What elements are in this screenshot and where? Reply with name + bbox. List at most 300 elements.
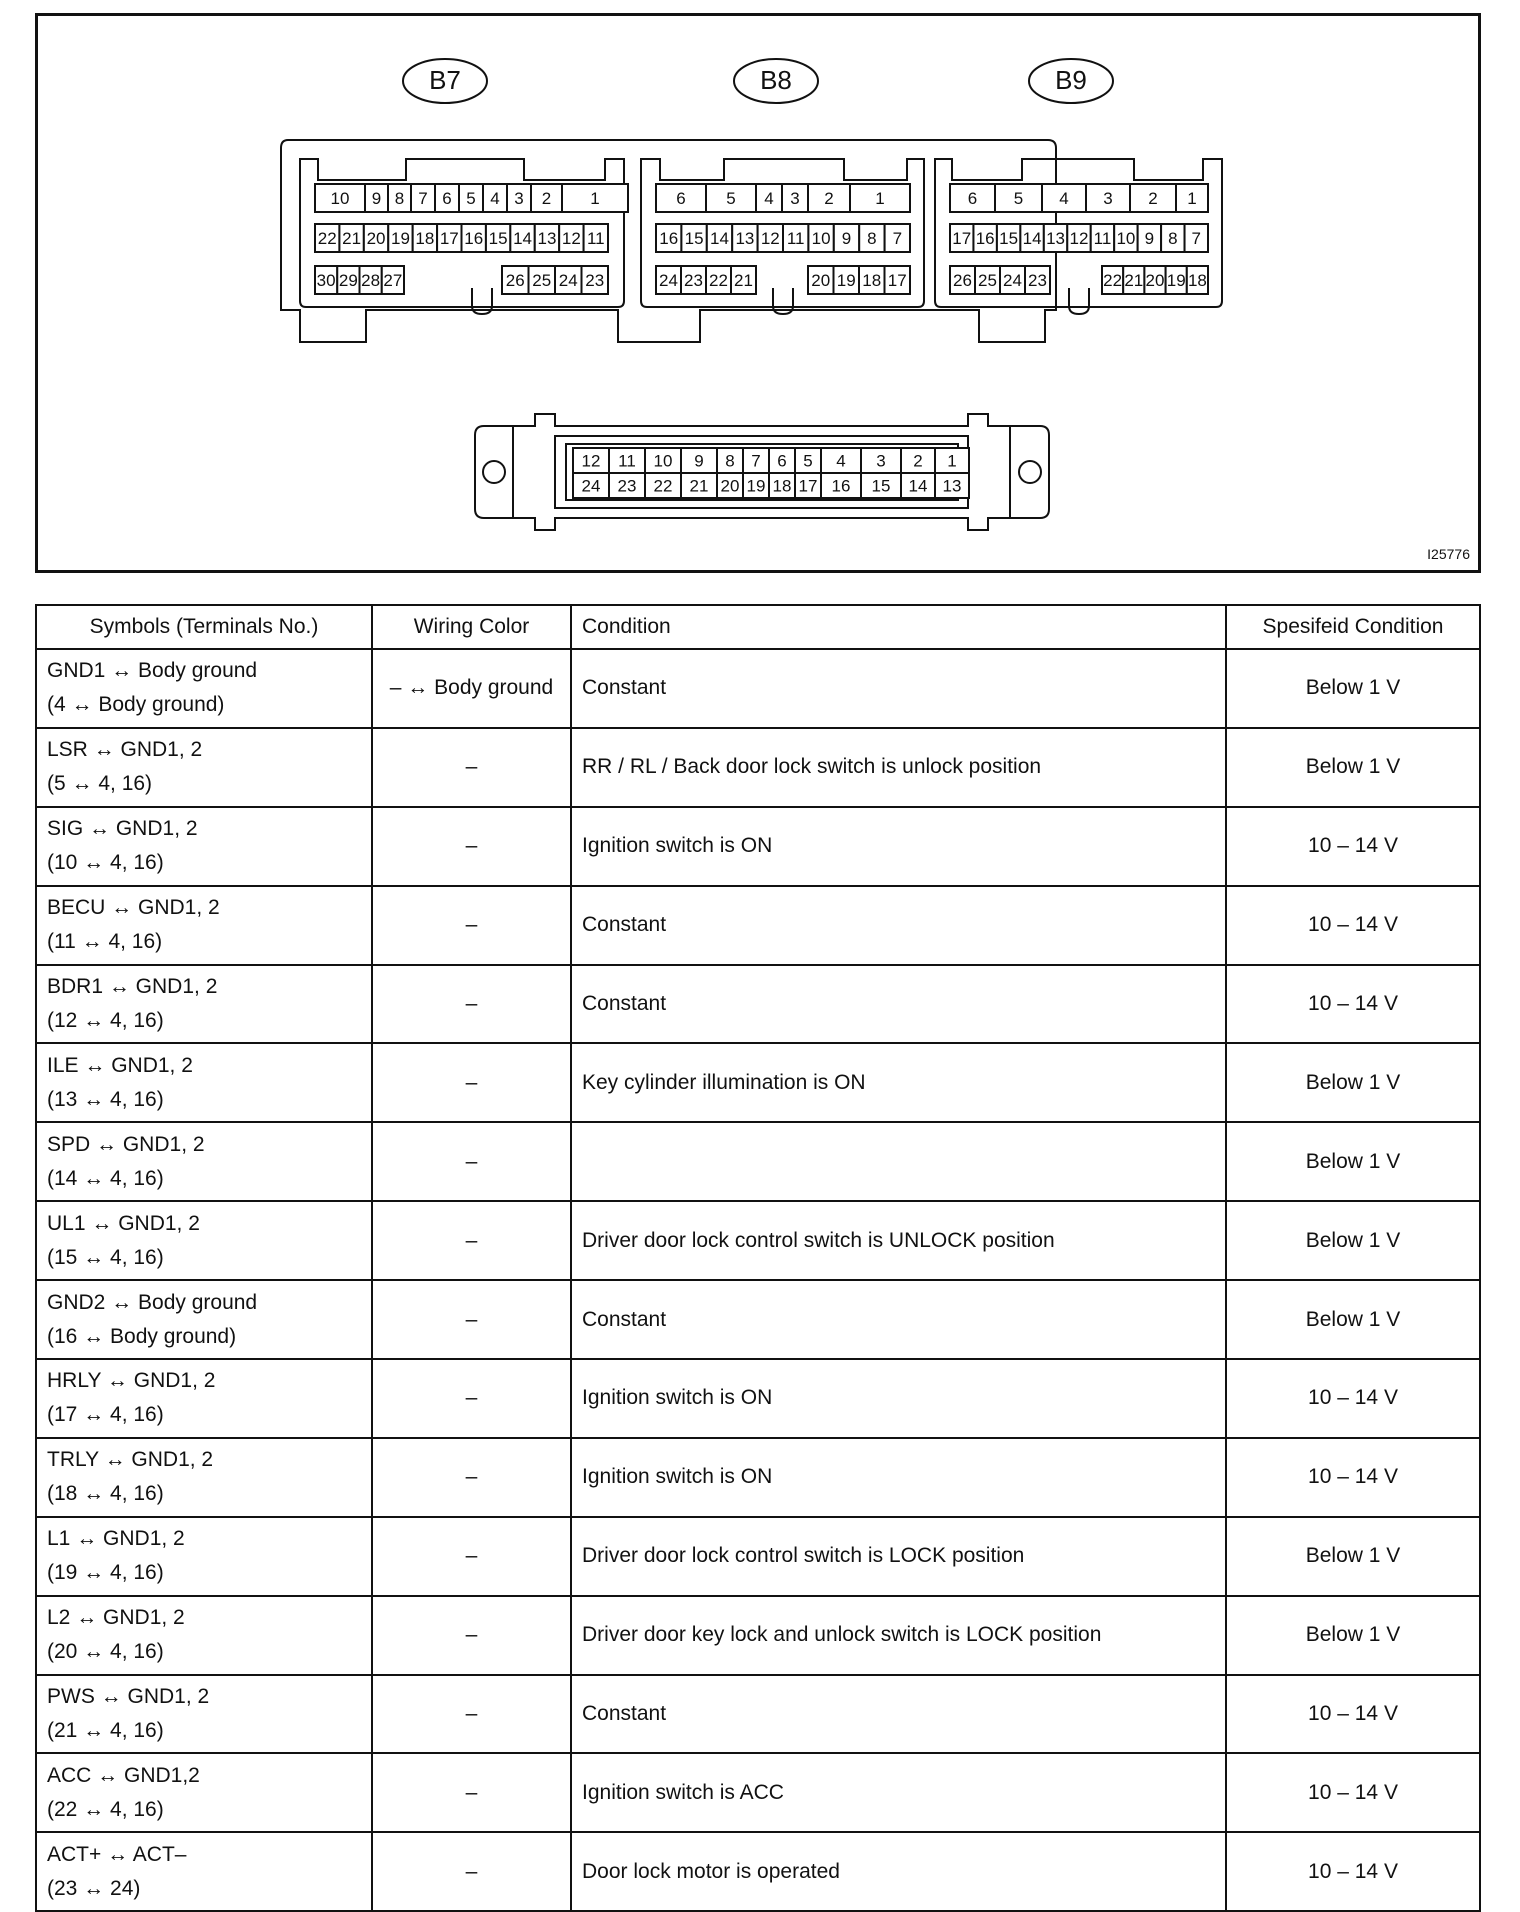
cell-wiring-color: – xyxy=(372,1832,571,1911)
cell-specified-condition: 10 – 14 V xyxy=(1226,1359,1480,1438)
svg-text:3: 3 xyxy=(514,189,524,208)
svg-text:30: 30 xyxy=(316,271,336,290)
table-row xyxy=(36,1596,1480,1675)
pin xyxy=(706,184,756,212)
pin xyxy=(731,266,756,294)
svg-text:10: 10 xyxy=(811,229,831,248)
symbol-name: L2 ↔ GND1, 2 xyxy=(47,1606,185,1630)
pin xyxy=(1044,224,1067,252)
svg-text:5: 5 xyxy=(466,189,476,208)
pin xyxy=(531,184,562,212)
table-row xyxy=(36,886,1480,965)
svg-text:1: 1 xyxy=(875,189,885,208)
pin xyxy=(315,224,339,252)
table-row xyxy=(36,1438,1480,1517)
cell-specified-condition: 10 – 14 V xyxy=(1226,1438,1480,1517)
pin xyxy=(901,448,935,473)
pin xyxy=(795,448,821,473)
cell-specified-condition: 10 – 14 V xyxy=(1226,965,1480,1044)
pin xyxy=(821,448,861,473)
pin xyxy=(609,448,645,473)
table-row xyxy=(36,1832,1480,1911)
pin xyxy=(834,266,860,294)
svg-text:21: 21 xyxy=(689,476,709,496)
pin xyxy=(529,266,556,294)
connector-label-b7-text: B7 xyxy=(429,65,461,95)
pin xyxy=(645,473,681,498)
cell-symbol xyxy=(36,1043,372,1122)
pin xyxy=(861,448,901,473)
pin xyxy=(782,184,808,212)
svg-text:12: 12 xyxy=(760,229,780,248)
pin xyxy=(656,224,681,252)
table-body xyxy=(36,649,1480,1911)
pin xyxy=(337,266,359,294)
pin xyxy=(510,224,534,252)
svg-text:10: 10 xyxy=(330,189,350,208)
pin xyxy=(995,184,1042,212)
terminal-numbers: (14 ↔ 4, 16) xyxy=(47,1166,164,1190)
figure-id: I25776 xyxy=(1427,546,1470,562)
svg-text:25: 25 xyxy=(532,271,552,290)
cell-condition: Ignition switch is ON xyxy=(571,1438,1226,1517)
cell-condition xyxy=(571,1122,1226,1201)
svg-text:17: 17 xyxy=(952,229,972,248)
pin xyxy=(935,448,969,473)
pin xyxy=(997,224,1020,252)
svg-text:1: 1 xyxy=(947,451,957,471)
symbol-name: ACT+ ↔ ACT– xyxy=(47,1842,187,1866)
pin xyxy=(562,184,628,212)
pin xyxy=(859,266,885,294)
pin xyxy=(756,184,782,212)
pin xyxy=(1042,184,1086,212)
terminal-numbers: (23 ↔ 24) xyxy=(47,1876,141,1900)
pin xyxy=(483,184,507,212)
svg-text:12: 12 xyxy=(561,229,581,248)
pin xyxy=(559,224,583,252)
svg-text:26: 26 xyxy=(953,271,972,290)
cell-symbol xyxy=(36,1753,372,1832)
cell-wiring-color: – xyxy=(372,886,571,965)
pin xyxy=(1086,184,1130,212)
cell-condition: Ignition switch is ON xyxy=(571,807,1226,886)
pin xyxy=(411,184,435,212)
svg-text:22: 22 xyxy=(709,271,728,290)
pin xyxy=(1144,266,1165,294)
svg-text:7: 7 xyxy=(751,451,761,471)
pin xyxy=(1166,266,1187,294)
pin xyxy=(555,266,582,294)
cell-symbol xyxy=(36,1122,372,1201)
svg-text:12: 12 xyxy=(1069,229,1089,248)
terminal-numbers: (22 ↔ 4, 16) xyxy=(47,1797,164,1821)
table-row xyxy=(36,649,1480,728)
pin xyxy=(573,473,609,498)
pin xyxy=(950,224,973,252)
svg-text:16: 16 xyxy=(464,229,484,248)
connector-label-b8-text: B8 xyxy=(760,65,792,95)
pin xyxy=(339,224,363,252)
cell-symbol xyxy=(36,886,372,965)
svg-text:22: 22 xyxy=(317,229,337,248)
svg-text:15: 15 xyxy=(999,229,1019,248)
cell-wiring-color: – xyxy=(372,1043,571,1122)
svg-text:2: 2 xyxy=(541,189,552,208)
pin xyxy=(1130,184,1176,212)
connector-diagram-svg xyxy=(38,16,1478,570)
table-row xyxy=(36,1043,1480,1122)
pin xyxy=(382,266,404,294)
pin xyxy=(769,473,795,498)
pin xyxy=(885,266,911,294)
svg-text:23: 23 xyxy=(617,476,637,496)
svg-text:21: 21 xyxy=(342,229,362,248)
svg-text:16: 16 xyxy=(659,229,679,248)
pin xyxy=(901,473,935,498)
header-wiring-color: Wiring Color xyxy=(372,605,571,649)
pin xyxy=(769,448,795,473)
svg-text:9: 9 xyxy=(694,451,704,471)
cell-condition: Constant xyxy=(571,649,1226,728)
pin xyxy=(364,224,388,252)
svg-text:11: 11 xyxy=(586,229,605,248)
svg-text:18: 18 xyxy=(772,476,792,496)
pin xyxy=(1020,224,1043,252)
terminal-numbers: (19 ↔ 4, 16) xyxy=(47,1561,164,1585)
svg-text:6: 6 xyxy=(777,451,787,471)
svg-text:17: 17 xyxy=(887,271,907,290)
cell-condition: Constant xyxy=(571,1280,1226,1359)
svg-text:4: 4 xyxy=(1059,189,1069,208)
svg-text:4: 4 xyxy=(836,451,846,471)
svg-text:23: 23 xyxy=(684,271,703,290)
cell-wiring-color: – xyxy=(372,728,571,807)
cell-condition: Ignition switch is ON xyxy=(571,1359,1226,1438)
pin xyxy=(973,224,996,252)
pin xyxy=(861,473,901,498)
pin xyxy=(732,224,757,252)
pin xyxy=(437,224,461,252)
pin xyxy=(360,266,382,294)
pin xyxy=(717,473,743,498)
cell-wiring-color: – xyxy=(372,1201,571,1280)
svg-text:8: 8 xyxy=(394,189,405,208)
table-row xyxy=(36,728,1480,807)
connector-label-b8 xyxy=(734,59,818,103)
symbol-name: GND1 ↔ Body ground xyxy=(47,659,258,683)
svg-text:22: 22 xyxy=(1103,271,1123,290)
pin xyxy=(1187,266,1208,294)
svg-text:23: 23 xyxy=(585,271,605,290)
cell-condition: Constant xyxy=(571,965,1226,1044)
table-header-row xyxy=(36,605,1480,649)
pin xyxy=(743,448,769,473)
pin xyxy=(1114,224,1137,252)
symbol-name: SIG ↔ GND1, 2 xyxy=(47,817,198,841)
cell-wiring-color: – xyxy=(372,1122,571,1201)
svg-text:29: 29 xyxy=(338,271,358,290)
svg-text:6: 6 xyxy=(967,189,978,208)
cell-wiring-color: – xyxy=(372,1517,571,1596)
connector-label-b9 xyxy=(1029,59,1113,103)
pin xyxy=(535,224,559,252)
pin xyxy=(834,224,859,252)
symbol-name: GND2 ↔ Body ground xyxy=(47,1290,258,1314)
cell-symbol xyxy=(36,1280,372,1359)
cell-symbol xyxy=(36,1438,372,1517)
svg-text:5: 5 xyxy=(726,189,736,208)
symbol-name: HRLY ↔ GND1, 2 xyxy=(47,1369,216,1393)
pin-grid-b9 xyxy=(950,184,1208,294)
svg-text:25: 25 xyxy=(978,271,997,290)
svg-text:24: 24 xyxy=(1003,271,1022,290)
svg-text:3: 3 xyxy=(1103,189,1113,208)
cell-specified-condition: Below 1 V xyxy=(1226,649,1480,728)
pin xyxy=(584,224,608,252)
symbol-name: BECU ↔ GND1, 2 xyxy=(47,896,220,920)
svg-text:2: 2 xyxy=(824,189,834,208)
cell-specified-condition: 10 – 14 V xyxy=(1226,1753,1480,1832)
pin xyxy=(681,224,706,252)
pin xyxy=(365,184,388,212)
pin xyxy=(656,184,706,212)
svg-text:19: 19 xyxy=(836,271,856,290)
svg-text:24: 24 xyxy=(558,271,578,290)
pin xyxy=(758,224,783,252)
svg-text:11: 11 xyxy=(1093,229,1112,248)
svg-text:24: 24 xyxy=(581,476,601,496)
pin xyxy=(1176,184,1208,212)
cell-wiring-color: – xyxy=(372,1675,571,1754)
terminal-numbers: (11 ↔ 4, 16) xyxy=(47,930,163,954)
cell-symbol xyxy=(36,1596,372,1675)
pin xyxy=(1025,266,1050,294)
cell-wiring-color: – ↔ Body ground xyxy=(372,649,571,728)
pin xyxy=(315,184,365,212)
symbol-name: SPD ↔ GND1, 2 xyxy=(47,1132,205,1156)
cell-symbol xyxy=(36,1359,372,1438)
cell-condition: Key cylinder illumination is ON xyxy=(571,1043,1226,1122)
svg-text:18: 18 xyxy=(1187,271,1207,290)
pin xyxy=(717,448,743,473)
svg-text:15: 15 xyxy=(684,229,704,248)
pin xyxy=(435,184,459,212)
cell-condition: Door lock motor is operated xyxy=(571,1832,1226,1911)
svg-text:24: 24 xyxy=(659,271,678,290)
cell-symbol xyxy=(36,1832,372,1911)
svg-text:18: 18 xyxy=(415,229,435,248)
pin xyxy=(413,224,437,252)
pin xyxy=(950,266,975,294)
header-symbols: Symbols (Terminals No.) xyxy=(36,605,372,649)
svg-text:7: 7 xyxy=(892,229,903,248)
cell-wiring-color: – xyxy=(372,1280,571,1359)
terminal-numbers: (13 ↔ 4, 16) xyxy=(47,1087,164,1111)
pin-grid-bottom xyxy=(573,448,969,498)
svg-text:17: 17 xyxy=(798,476,818,496)
svg-text:11: 11 xyxy=(618,451,636,471)
pin xyxy=(388,224,412,252)
pin xyxy=(808,184,850,212)
svg-text:9: 9 xyxy=(841,229,852,248)
pin xyxy=(808,266,834,294)
svg-text:2: 2 xyxy=(913,451,923,471)
svg-text:7: 7 xyxy=(1191,229,1202,248)
cell-specified-condition: 10 – 14 V xyxy=(1226,807,1480,886)
pin xyxy=(808,224,833,252)
svg-text:13: 13 xyxy=(537,229,557,248)
table-row xyxy=(36,1675,1480,1754)
svg-text:19: 19 xyxy=(1166,271,1186,290)
pin xyxy=(743,473,769,498)
svg-text:3: 3 xyxy=(876,451,886,471)
terminal-numbers: (4 ↔ Body ground) xyxy=(47,693,225,717)
cell-symbol xyxy=(36,728,372,807)
symbol-name: ILE ↔ GND1, 2 xyxy=(47,1053,193,1077)
table-row xyxy=(36,807,1480,886)
svg-text:22: 22 xyxy=(653,476,673,496)
pin xyxy=(706,266,731,294)
svg-text:4: 4 xyxy=(764,189,774,208)
svg-text:1: 1 xyxy=(590,189,600,208)
symbol-name: TRLY ↔ GND1, 2 xyxy=(47,1448,214,1472)
svg-text:14: 14 xyxy=(710,229,729,248)
pin xyxy=(681,473,717,498)
pin xyxy=(975,266,1000,294)
svg-text:5: 5 xyxy=(803,451,813,471)
svg-text:14: 14 xyxy=(1022,229,1042,248)
terminal-numbers: (10 ↔ 4, 16) xyxy=(47,851,164,875)
svg-text:26: 26 xyxy=(505,271,525,290)
table-row xyxy=(36,1122,1480,1201)
cell-wiring-color: – xyxy=(372,807,571,886)
symbol-name: UL1 ↔ GND1, 2 xyxy=(47,1211,200,1235)
cell-specified-condition: 10 – 14 V xyxy=(1226,886,1480,965)
pin xyxy=(783,224,808,252)
cell-symbol xyxy=(36,807,372,886)
table-row xyxy=(36,1201,1480,1280)
cell-wiring-color: – xyxy=(372,1359,571,1438)
pin xyxy=(502,266,529,294)
svg-text:3: 3 xyxy=(790,189,800,208)
svg-text:18: 18 xyxy=(862,271,882,290)
symbol-name: PWS ↔ GND1, 2 xyxy=(47,1685,210,1709)
terminal-numbers: (20 ↔ 4, 16) xyxy=(47,1640,164,1664)
svg-text:28: 28 xyxy=(361,271,381,290)
terminal-numbers: (21 ↔ 4, 16) xyxy=(47,1719,164,1743)
terminal-numbers: (5 ↔ 4, 16) xyxy=(47,772,153,796)
cell-symbol xyxy=(36,965,372,1044)
pin xyxy=(707,224,732,252)
pin-grid-b8 xyxy=(656,184,910,294)
cell-specified-condition: Below 1 V xyxy=(1226,1201,1480,1280)
cell-condition: RR / RL / Back door lock switch is unlock position xyxy=(571,728,1226,807)
svg-text:10: 10 xyxy=(1116,229,1136,248)
pin xyxy=(1091,224,1114,252)
table-row xyxy=(36,1280,1480,1359)
svg-text:8: 8 xyxy=(725,451,735,471)
symbol-name: L1 ↔ GND1, 2 xyxy=(47,1527,185,1551)
svg-text:17: 17 xyxy=(439,229,459,248)
svg-text:19: 19 xyxy=(746,476,766,496)
cell-condition: Constant xyxy=(571,886,1226,965)
svg-text:6: 6 xyxy=(442,189,452,208)
terminal-numbers: (15 ↔ 4, 16) xyxy=(47,1245,164,1269)
svg-text:1: 1 xyxy=(1187,189,1197,208)
pin xyxy=(582,266,609,294)
svg-text:11: 11 xyxy=(786,229,805,248)
svg-text:13: 13 xyxy=(1046,229,1066,248)
symbol-name: BDR1 ↔ GND1, 2 xyxy=(47,975,218,998)
pin xyxy=(573,448,609,473)
svg-text:4: 4 xyxy=(490,189,500,208)
cell-condition: Constant xyxy=(571,1675,1226,1754)
svg-text:20: 20 xyxy=(811,271,831,290)
table-row xyxy=(36,965,1480,1044)
svg-text:7: 7 xyxy=(418,189,428,208)
pin xyxy=(462,224,486,252)
header-specified-condition: Spesifeid Condition xyxy=(1226,605,1480,649)
cell-symbol xyxy=(36,649,372,728)
pin xyxy=(388,184,411,212)
pin xyxy=(1102,266,1123,294)
svg-text:14: 14 xyxy=(513,229,533,248)
terminal-numbers: (12 ↔ 4, 16) xyxy=(47,1009,164,1032)
pin xyxy=(681,448,717,473)
svg-text:2: 2 xyxy=(1148,189,1158,208)
svg-text:15: 15 xyxy=(488,229,508,248)
cell-specified-condition: Below 1 V xyxy=(1226,1280,1480,1359)
cell-wiring-color: – xyxy=(372,1438,571,1517)
cell-specified-condition: 10 – 14 V xyxy=(1226,1675,1480,1754)
svg-text:21: 21 xyxy=(734,271,753,290)
pin xyxy=(950,184,995,212)
symbol-name: ACC ↔ GND1,2 xyxy=(47,1763,200,1787)
connector-label-b7 xyxy=(403,59,487,103)
cell-specified-condition: 10 – 14 V xyxy=(1226,1832,1480,1911)
cell-condition: Driver door key lock and unlock switch is LOCK position xyxy=(571,1596,1226,1675)
svg-text:5: 5 xyxy=(1013,189,1024,208)
cell-wiring-color: – xyxy=(372,1596,571,1675)
terminal-numbers: (18 ↔ 4, 16) xyxy=(47,1482,164,1506)
svg-text:20: 20 xyxy=(1145,271,1165,290)
pin xyxy=(459,184,483,212)
cell-condition: Driver door lock control switch is UNLOCK position xyxy=(571,1201,1226,1280)
svg-text:6: 6 xyxy=(676,189,686,208)
pin xyxy=(1185,224,1208,252)
pin xyxy=(859,224,884,252)
cell-symbol xyxy=(36,1201,372,1280)
svg-text:20: 20 xyxy=(366,229,386,248)
connector-diagram xyxy=(35,13,1481,573)
cell-wiring-color: – xyxy=(372,1753,571,1832)
svg-text:21: 21 xyxy=(1124,271,1144,290)
cell-condition: Ignition switch is ACC xyxy=(571,1753,1226,1832)
cell-symbol xyxy=(36,1517,372,1596)
cell-wiring-color: – xyxy=(372,965,571,1044)
pin xyxy=(885,224,910,252)
cell-symbol xyxy=(36,1675,372,1754)
table-row xyxy=(36,1359,1480,1438)
terminal-spec-table xyxy=(35,604,1481,1912)
svg-text:10: 10 xyxy=(653,451,673,471)
table-row xyxy=(36,1517,1480,1596)
pin xyxy=(486,224,510,252)
cell-specified-condition: Below 1 V xyxy=(1226,1517,1480,1596)
svg-text:23: 23 xyxy=(1028,271,1047,290)
svg-text:15: 15 xyxy=(871,476,891,496)
